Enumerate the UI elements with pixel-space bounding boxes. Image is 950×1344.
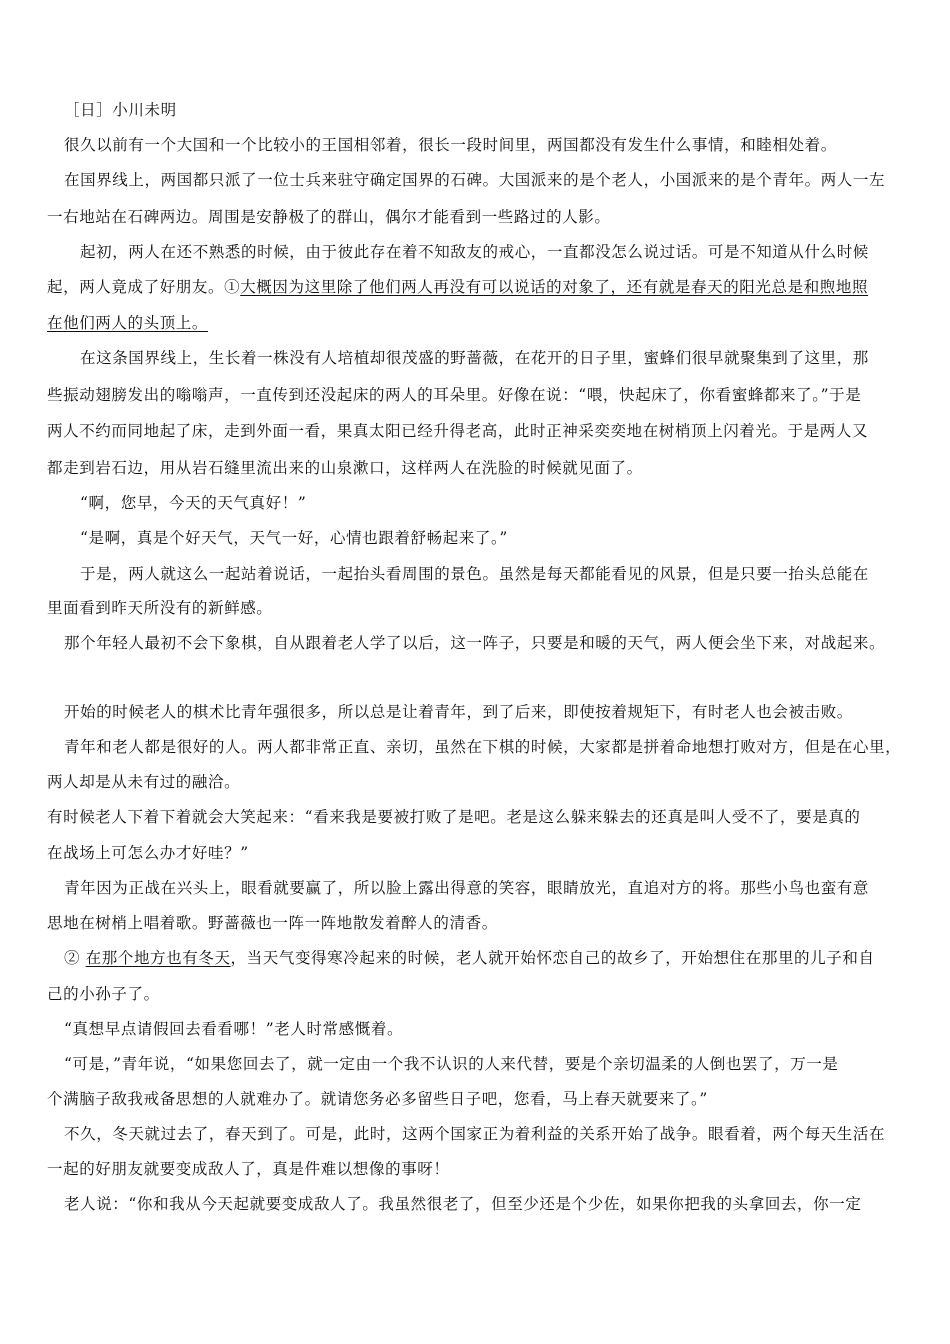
paragraph-4-line-2: 些振动翅膀发出的嗡嗡声，一直传到还没起床的两人的耳朵里。好像在说：“喂，快起床了，你看蜜蜂都来了。”于是 xyxy=(47,386,862,404)
paragraph-2-line-1: 在国界线上，两国都只派了一位士兵来驻守确定国界的石碑。大国派来的是个老人，小国派来的是个青年。两人一左 xyxy=(64,171,886,189)
paragraph-13-line-1 xyxy=(64,948,875,968)
dialogue-2: “是啊，真是个好天气，天气一好，心情也跟着舒畅起来了。” xyxy=(80,529,508,547)
paragraph-13-rest: ，当天气变得寒冷起来的时候，老人就开始怀恋自己的故乡了，开始想住在那里的儿子和自 xyxy=(230,949,875,967)
dialogue-1: “啊，您早，今天的天气真好！” xyxy=(80,494,307,512)
paragraph-15-line-1: “可是，”青年说，“如果您回去了，就一定由一个我不认识的人来代替，要是个亲切温柔的人倒也罢了，万一是 xyxy=(64,1055,839,1073)
paragraph-10-line-2: 两人却是从未有过的融洽。 xyxy=(47,773,241,791)
underlined-sentence-2: 在那个地方也有冬天 xyxy=(85,949,231,967)
paragraph-11-line-1: 有时候老人下着下着就会大笑起来：“看来我是要被打败了是吧。老是这么躲来躲去的还真是叫人受不了，要是真的 xyxy=(47,808,861,826)
marker-2: ② xyxy=(64,949,86,967)
paragraph-2-line-2: 一右地站在石碑两边。周围是安静极了的群山，偶尔才能看到一些路过的人影。 xyxy=(47,208,611,226)
paragraph-7-line-1: 于是，两人就这么一起站着说话，一起抬头看周围的景色。虽然是每天都能看见的风景，但是只要一抬头总能在 xyxy=(80,565,869,583)
paragraph-9: 开始的时候老人的棋术比青年强很多，所以总是让着青年，到了后来，即使按着规矩下，有时老人也会被击败。 xyxy=(64,703,853,721)
dialogue-3: “真想早点请假回去看看哪！”老人时常感慨着。 xyxy=(64,1020,404,1038)
underlined-sentence-1: 大概因为这里除了他们两人再没有可以说话的对象了，还有就是春天的阳光总是和煦地照 xyxy=(240,278,869,296)
paragraph-3-line-1: 起初，两人在还不熟悉的时候，由于彼此存在着不知敌友的戒心，一直都没怎么说过话。可是不知道从什么时候 xyxy=(80,243,869,261)
paragraph-15-line-2: 个满脑子敌我戒备思想的人就难办了。就请您务必多留些日子吧，您看，马上春天就要来了。” xyxy=(47,1090,708,1108)
paragraph-10-line-1: 青年和老人都是很好的人。两人都非常正直、亲切，虽然在下棋的时候，大家都是拼着命地想打败对方，但是在心里， xyxy=(64,738,902,756)
paragraph-17: 老人说：“你和我从今天起就要变成敌人了。我虽然很老了，但至少还是个少佐，如果你把我的头拿回去，你一定 xyxy=(64,1195,862,1213)
paragraph-4-line-4: 都走到岩石边，用从岩石缝里流出来的山泉漱口，这样两人在洗脸的时候就见面了。 xyxy=(47,459,643,477)
paragraph-13-line-2: 己的小孙子了。 xyxy=(47,985,160,1003)
paragraph-4-line-3: 两人不约而同地起了床，走到外面一看，果真太阳已经升得老高，此时正神采奕奕地在树梢顶上闪着光。于是两人又 xyxy=(47,422,869,440)
paragraph-12-line-1: 青年因为正战在兴头上，眼看就要赢了，所以脸上露出得意的笑容，眼睛放光，直追对方的将。那些小鸟也蛮有意 xyxy=(64,879,870,897)
paragraph-16-line-2: 一起的好朋友就要变成敌人了，真是件难以想像的事呀！ xyxy=(47,1160,450,1178)
paragraph-7-line-2: 里面看到昨天所没有的新鲜感。 xyxy=(47,599,273,617)
paragraph-8: 那个年轻人最初不会下象棋，自从跟着老人学了以后，这一阵子，只要是和暖的天气，两人便会坐下来，对战起来。 xyxy=(64,634,886,652)
paragraph-11-line-2: 在战场上可怎么办才好哇？” xyxy=(47,844,249,862)
paragraph-3-line-2-plain: 起，两人竟成了好朋友。① xyxy=(47,278,241,296)
paragraph-3-line-2 xyxy=(47,277,868,297)
paragraph-16-line-1: 不久，冬天就过去了，春天到了。可是，此时，这两个国家正为着利益的关系开始了战争。眼看着，两个每天生活在 xyxy=(64,1125,886,1143)
underlined-sentence-1-cont: 在他们两人的头顶上。 xyxy=(47,314,209,332)
paragraph-1: 很久以前有一个大国和一个比较小的王国相邻着，很长一段时间里，两国都没有发生什么事情，和睦相处着。 xyxy=(64,136,837,154)
paragraph-12-line-2: 思地在树梢上唱着歌。野蔷薇也一阵一阵地散发着醉人的清香。 xyxy=(47,914,498,932)
author-line: ［日］小川未明 xyxy=(64,101,177,119)
paragraph-4-line-1: 在这条国界线上，生长着一株没有人培植却很茂盛的野蔷薇，在花开的日子里，蜜蜂们很早就聚集到了这里，那 xyxy=(80,349,869,367)
